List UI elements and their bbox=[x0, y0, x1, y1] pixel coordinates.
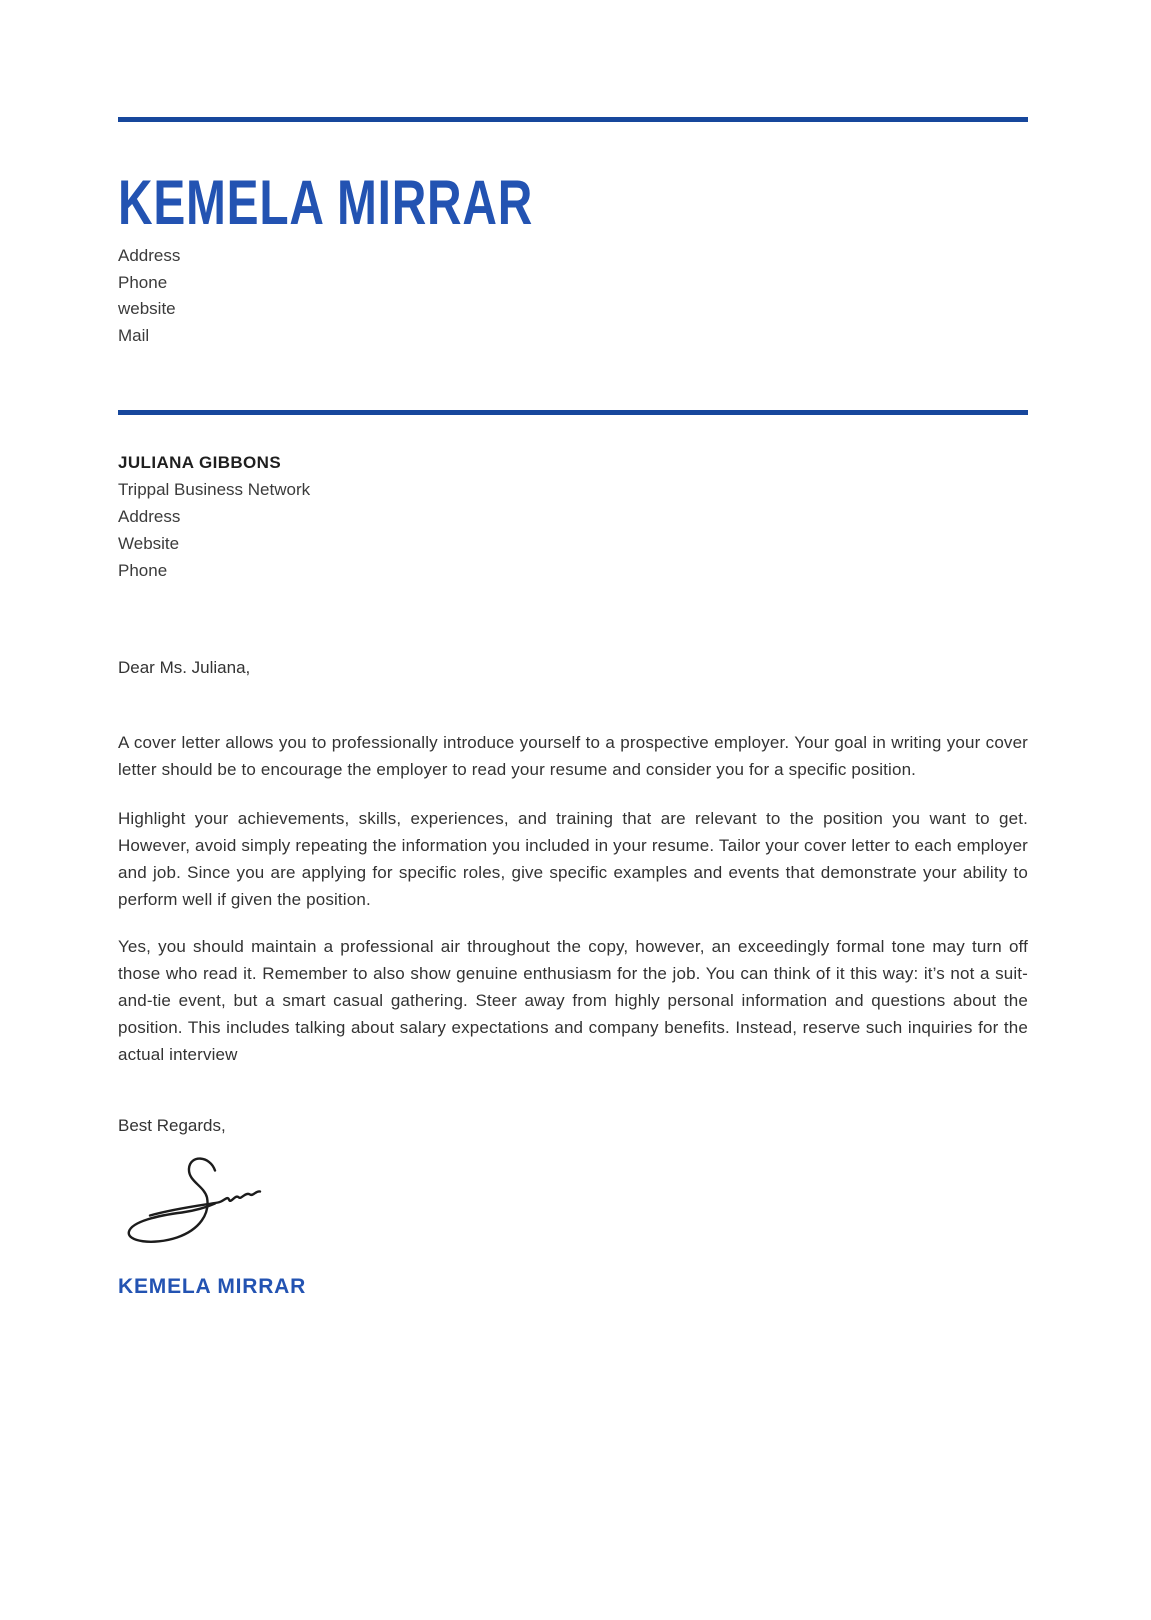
body-paragraph-2: Highlight your achievements, skills, experiences, and training that are relevant to the position you want to get. However, avoid simply repeating the information you included in your resume. Tailor your cover letter to each employer and job. Since you are applying for specific roles, give specific examples and events that demonstrate your ability to perform well if given the position. bbox=[118, 809, 1028, 909]
sender-address-line: Address bbox=[118, 246, 181, 265]
recipient-address-line: Address bbox=[118, 507, 181, 526]
sender-contact-block bbox=[118, 243, 1028, 349]
recipient-company-line: Trippal Business Network bbox=[118, 480, 311, 499]
salutation: Dear Ms. Juliana, bbox=[118, 658, 251, 677]
body-paragraph-1: A cover letter allows you to professionally introduce yourself to a prospective employer. Your goal in writing your cover letter should be to encourage the employer to read your resume and consider you for a specific position. bbox=[118, 733, 1028, 779]
sender-phone-line: Phone bbox=[118, 272, 168, 292]
body-paragraph-3: Yes, you should maintain a professional air throughout the copy, however, an exceedingly formal tone may turn off those who read it. Remember to also show genuine enthusiasm for the job. You can think of it this way: it’s not a suit-and-tie event, but a smart casual gathering. Steer away from highly personal information and questions about the position. This includes talking about salary expectations and company benefits. Instead, reserve such inquiries for the actual interview bbox=[118, 937, 1028, 1064]
header-divider-rule bbox=[118, 410, 1028, 415]
signoff-name: KEMELA MIRRAR bbox=[118, 1275, 307, 1298]
recipient-website-line: Website bbox=[118, 534, 180, 553]
sender-name-text: KEMELA MIRRAR bbox=[118, 168, 534, 238]
top-divider-rule bbox=[118, 117, 1028, 122]
closing-line: Best Regards, bbox=[118, 1116, 226, 1135]
sender-mail-line: Mail bbox=[118, 325, 150, 345]
recipient-block bbox=[118, 449, 1028, 584]
signature-scribble-icon bbox=[120, 1155, 270, 1251]
recipient-name: JULIANA GIBBONS bbox=[118, 453, 282, 472]
sender-name-heading bbox=[118, 168, 1028, 238]
handwritten-signature bbox=[120, 1155, 270, 1251]
sender-website-line: website bbox=[118, 299, 176, 318]
recipient-phone-line: Phone bbox=[118, 561, 168, 580]
